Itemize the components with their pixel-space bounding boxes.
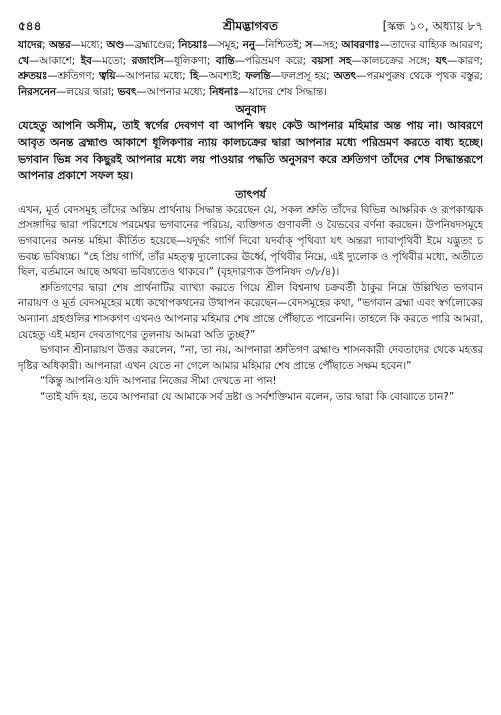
synonym-word: রজাংসি [131, 54, 164, 67]
running-header [18, 14, 483, 38]
synonym-word: ফলন্তি [245, 70, 271, 83]
translation-heading: অনুবাদ [235, 103, 266, 117]
purport-paragraph: এখন, মূর্ত বেদসমূহ তাঁদের অন্তিম প্রার্থনায় সিদ্ধান্ত করেছেন যে, সকল শ্রুতি তাঁদের বিভিন্ন আক্ষরিক ও রূপকাত্মক প্রসঙ্গাদির দ্বারা পরিশেষে পরমেশ্বর ভগবানের পরিচয়, ব্যক্তিগত গুণাবলী ও বৈভবের বর্ণনা করছেন। উপনিষদসমূহে ভগবানের অনন্ত মহিমা কীর্তিত হয়েছে—যদূর্দ্ধং গার্গি দিবো যদর্বাক্‌ পৃথিব্যা যৎ অন্তরা দ্যাবাপৃথিবী ইমে যদ্ভুতং চ ভবচ্চ ভবিষ্যচ্চ। “হে প্রিয় গার্গি, তাঁর মহত্ত্ব দ্যুলোকের ঊর্ধ্বে, পৃথিবীর নিম্নে, এই দ্যুলোক ও পৃথিবীর মধ্যে, অতীতে ছিল, বর্তমানে আছে অথবা ভবিষ্যতেও থাকবে।” (বৃহদারণ্যক উপনিষদ ৩/৮/৪)। [18, 203, 483, 279]
synonym-meaning: কারণ [457, 54, 480, 67]
synonym-word: নিধনাঃ [209, 85, 239, 98]
synonym-meaning: ধূলিকণা [174, 54, 207, 67]
synonym-meaning: সহ [322, 39, 335, 51]
synonym-word: হি [189, 70, 199, 83]
synonym-meaning: আপনার মধ্যে [146, 85, 203, 98]
synonym-word: অতৎ [333, 70, 356, 83]
synonym-word: খে [18, 54, 29, 67]
translation-text: যেহেতু আপনি অসীম, তাই স্বর্গের দেবগণ বা আপনি স্বয়ং কেউ আপনার মহিমার অন্ত পায় না। আবরণে আবৃত অনন্ত ব্রহ্মাণ্ড আকাশে ধূলিকণার ন্যায় কালচক্রের দ্বারা আপনার মধ্যে পরিভ্রমণ করতে বাধ্য হচ্ছে। ভগবান ভিন্ন সব কিছুরই আপনার মধ্যে লয় পাওয়ার পদ্ধতি অনুসরণ করে শ্রুতিগণ তাঁদের শেষ সিদ্ধান্তরূপে আপনার প্রকাশে সফল হয়। [18, 119, 483, 183]
book-title: শ্রীমদ্ভাগবত [222, 19, 278, 33]
synonym-word: যাদের [18, 39, 43, 51]
synonym-meaning: নিশ্চিতই [265, 39, 299, 51]
synonym-meaning: আপনার মধ্যে [125, 70, 183, 83]
synonym-word: ইব [80, 54, 92, 67]
synonym-word: শ্রুতয়ঃ [18, 70, 48, 83]
synonym-word: ত্বয়ি [99, 70, 116, 83]
synonym-meaning: পরিভ্রমণ করে [244, 54, 303, 67]
synonym-meaning: লয়ের দ্বারা [66, 85, 111, 98]
synonym-word: নিরসনেন [18, 85, 56, 98]
synonym-meaning: পরমপুরুষ থেকে পৃথক বস্তুর [366, 70, 480, 83]
synonym-word: বয়সা সহ [311, 54, 352, 67]
page-number: ৫৪৪ [18, 19, 42, 33]
synonym-word: অণ্ড [106, 39, 125, 51]
synonym-word: স [305, 39, 313, 51]
synonym-word: নিচয়াঃ [178, 39, 208, 51]
synonym-word: ননু [242, 39, 255, 51]
synonym-word: বান্তি [215, 54, 235, 67]
synonym-meaning: তাদের বাহ্যিক আবরণ [389, 39, 480, 51]
synonym-meaning: কালচক্রের সঙ্গে [361, 54, 427, 67]
synonym-meaning: শ্রুতিগণ [57, 70, 92, 83]
synonym-meaning: যাদের শেষ সিদ্ধান্ত [249, 85, 324, 98]
synonym-meaning: অবশ্যই [208, 70, 238, 83]
purport-paragraph: “কিন্তু আপনিও যদি আপনার নিজের সীমা দেখতে না পান! [40, 375, 277, 388]
synonym-word: অন্তর [48, 39, 71, 51]
synonym-word: আবরণাঃ [341, 39, 380, 51]
synonym-meaning: সমূহ [217, 39, 236, 51]
synonym-word: ভবৎ [117, 85, 137, 98]
synonym-meaning: ফলপ্রসূ হয় [280, 70, 327, 83]
purport-paragraph: শ্রুতিগণের দ্বারা শেষ প্রার্থনাটির ব্যাখ্যা করতে গিয়ে শ্রীল বিশ্বনাথ চক্রবর্তী ঠাকুর নিম্নে উল্লিখিত ভগবান নারায়ণ ও মূর্ত বেদসমূহের মধ্যে কথোপকথনের উত্থাপন করেছেন—বেদসমূহের কথা, “ভগবান ব্রহ্মা এবং স্বর্গলোকের অন্যান্য গ্রহগুলির শাসকগণ এখনও আপনার মহিমার শেষ প্রান্তে পৌঁছাতে পারেননি। তাহলে কি করতে পারি আমরা, যেহেতু এই মহান দেবতাগণের তুলনায় আমরা অতি তুচ্ছ?” [18, 281, 483, 341]
synonym-meaning: মতো [102, 54, 123, 67]
synonym-meaning: ব্রহ্মাণ্ডের [134, 39, 172, 51]
book-page [18, 14, 483, 704]
synonym-meaning: আকাশে [39, 54, 72, 67]
purport-paragraph: ভগবান শ্রীনারায়ণ উত্তর করলেন, “না, তা নয়, আপনারা শ্রুতিগণ ব্রহ্মাণ্ড শাসনকারী দেবতাদের থেকে মহত্তর দৃষ্টির অধিকারী। আপনারা এখন যেতে না গেলে আমার মহিমার শেষ প্রান্তে পৌঁছাতে সক্ষম হবেন।” [18, 344, 483, 372]
purport-heading: তাৎপর্য [235, 187, 266, 201]
synonym-word: যৎ [435, 54, 448, 67]
synonym-meaning: মধ্যে [80, 39, 100, 51]
word-for-word-synonyms: যাদের; অন্তর—মধ্যে; অণ্ড—ব্রহ্মাণ্ডের; নিচয়াঃ—সমূহ; ননু—নিশ্চিতই; স—সহ; আবরণাঃ—তাদের বাহ্যিক আবরণ; খে—আকাশে; ইব—মতো; রজাংসি—ধূলিকণা; বান্তি—পরিভ্রমণ করে; বয়সা সহ—কালচক্রের সঙ্গে; যৎ—কারণ; শ্রুতয়ঃ—শ্রুতিগণ; ত্বয়ি—আপনার মধ্যে; হি—অবশ্যই; ফলন্তি—ফলপ্রসূ হয়; অতৎ—পরমপুরুষ থেকে পৃথক বস্তুর; নিরসনেন—লয়ের দ্বারা; ভবৎ—আপনার মধ্যে; নিধনাঃ—যাদের শেষ সিদ্ধান্ত। [18, 39, 483, 98]
canto-chapter: [স্কন্ধ ১০, অধ্যায় ৮৭ [382, 19, 483, 33]
purport-paragraph: “তাই যদি হয়, তবে আপনারা যে আমাকে সর্ব দ্রষ্টা ও সর্বশক্তিমান বলেন, তার দ্বারা কি বোঝাতে চান?” [40, 390, 455, 403]
